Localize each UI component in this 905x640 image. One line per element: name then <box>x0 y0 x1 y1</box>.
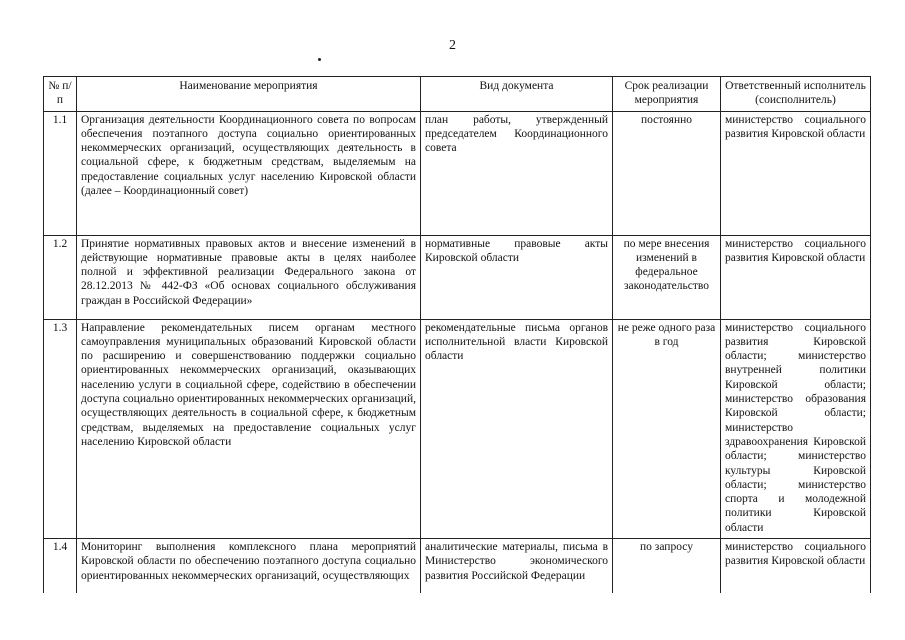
cell-name: Направление рекомендательных писем органам местного самоуправления муниципальных образований Кировской области по расширению и совершенствованию поддержки социально ориентированных некоммерческих организаций, оказывающих населению услуги в социальной сфере, содействию в обеспечении доступа социально ориентированных некоммерческих организаций, осуществляющих деятельность в социальной сфере, к бюджетным средствам, выделяемых на предоставление социальных услуг населению Кировской области <box>77 319 421 538</box>
cell-resp: министерство социального развития Кировской области <box>721 111 871 235</box>
cell-resp: министерство социального развития Кировской области <box>721 235 871 319</box>
cell-resp: министерство социального развития Кировской области <box>721 539 871 594</box>
header-term: Срок реализации мероприятия <box>613 77 721 112</box>
cell-term: постоянно <box>613 111 721 235</box>
cell-num: 1.3 <box>44 319 77 538</box>
cell-num: 1.4 <box>44 539 77 594</box>
header-resp: Ответственный исполнитель (соисполнитель) <box>721 77 871 112</box>
cell-name: Принятие нормативных правовых актов и внесение изменений в действующие нормативные правовые акты в целях наиболее полной и эффективной реализации Федерального закона от 28.12.2013 № 442-ФЗ «Об основах социального обслуживания граждан в Российской Федерации» <box>77 235 421 319</box>
scan-speck <box>318 58 321 61</box>
table-header-row <box>44 77 871 112</box>
table-row <box>44 539 871 594</box>
cell-doc: нормативные правовые акты Кировской области <box>421 235 613 319</box>
table-row <box>44 319 871 538</box>
cell-num: 1.1 <box>44 111 77 235</box>
header-doc: Вид документа <box>421 77 613 112</box>
header-num: № п/п <box>44 77 77 112</box>
cell-num: 1.2 <box>44 235 77 319</box>
table-row <box>44 235 871 319</box>
cell-resp: министерство социального развития Кировской области; министерство внутренней политики Кировской области; министерство образования Кировской области; министерство здравоохранения Кировской области; министерство культуры Кировской области; министерство спорта и молодежной политики Кировской области <box>721 319 871 538</box>
cell-doc: аналитические материалы, письма в Министерство экономического развития Российской Федерации <box>421 539 613 594</box>
cell-doc: рекомендательные письма органов исполнительной власти Кировской области <box>421 319 613 538</box>
cell-name: Мониторинг выполнения комплексного плана мероприятий Кировской области по обеспечению поэтапного доступа социально ориентированных некоммерческих организаций, осуществляющих <box>77 539 421 594</box>
header-name: Наименование мероприятия <box>77 77 421 112</box>
cell-term: по мере внесения изменений в федеральное законодательство <box>613 235 721 319</box>
measures-table <box>43 76 871 593</box>
table-row <box>44 111 871 235</box>
page-number: 2 <box>449 38 456 53</box>
cell-term: не реже одного раза в год <box>613 319 721 538</box>
cell-term: по запросу <box>613 539 721 594</box>
cell-doc: план работы, утвержденный председателем Координационного совета <box>421 111 613 235</box>
cell-name: Организация деятельности Координационного совета по вопросам обеспечения поэтапного доступа социально ориентированных некоммерческих организаций, осуществляющих деятельность в социальной сфере, к бюджетным средствам, выделяемым на предоставление социальных услуг населению Кировской области (далее – Координационный совет) <box>77 111 421 235</box>
